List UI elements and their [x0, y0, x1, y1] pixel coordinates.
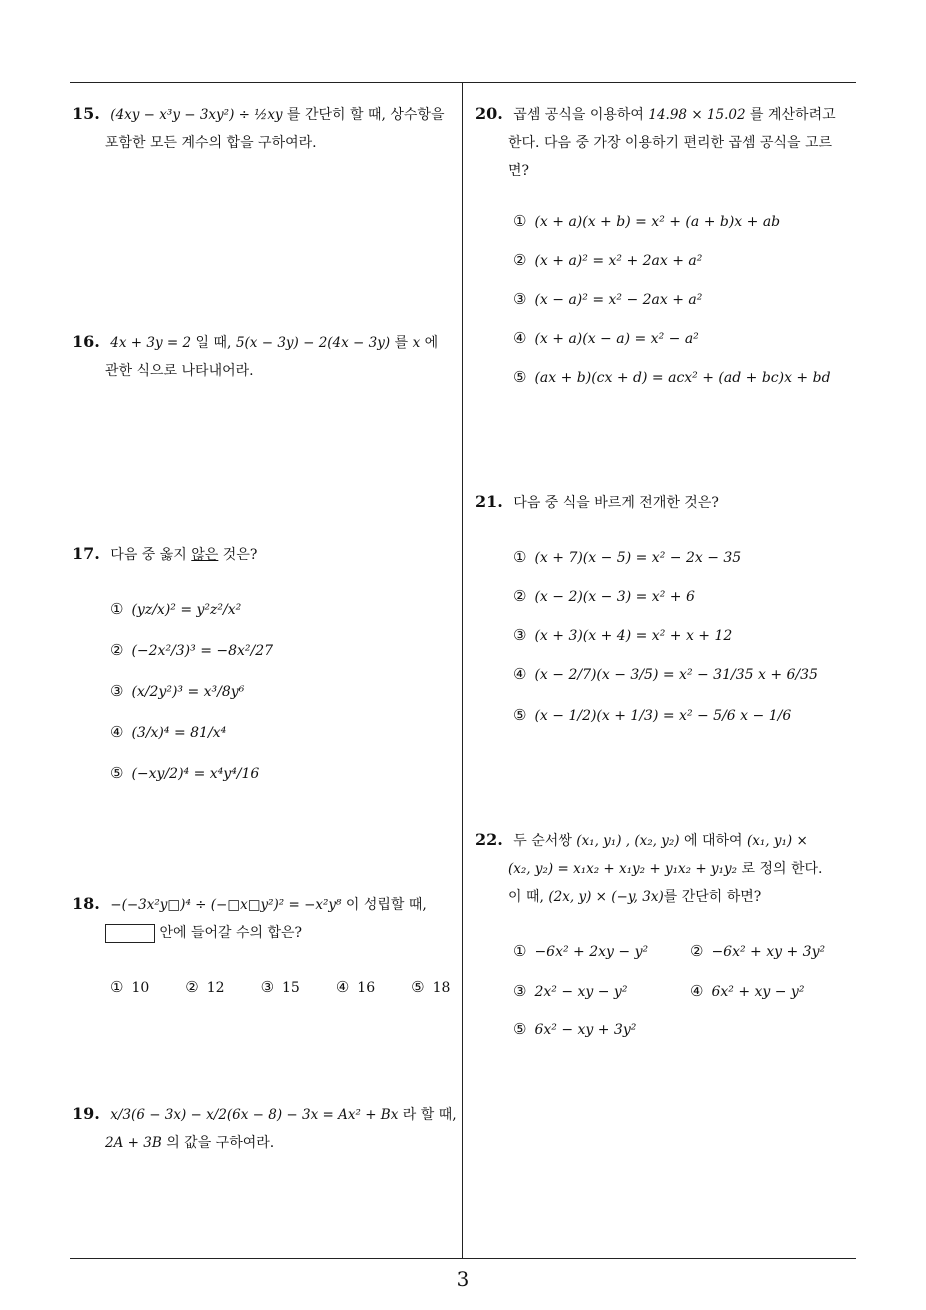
question-text: 에 대하여 [683, 833, 743, 849]
choice-mark: ⑤ [110, 764, 124, 782]
choice-value: 12 [206, 980, 225, 996]
question-17 [72, 540, 457, 569]
choice-value: 10 [131, 980, 150, 996]
question-expression: 14.98 × 15.02 [648, 107, 746, 123]
question-text-underlined: 않은 [191, 547, 219, 563]
choice-2[interactable] [513, 251, 702, 269]
question-text: 포함한 모든 계수의 합을 구하여라. [105, 135, 317, 151]
choice-mark: ① [513, 942, 527, 960]
question-expression: 5(x − 3y) − 2(4x − 3y) [235, 335, 391, 351]
choice-mark: ③ [260, 978, 275, 996]
choice-mark: ⑤ [411, 978, 425, 996]
column-divider [462, 82, 463, 1258]
choice-expression: (x + 7)(x − 5) = x² − 2x − 35 [534, 550, 742, 566]
question-text: 의 값을 구하여라. [166, 1135, 275, 1151]
choice-expression: (yz/x)² = y²z²/x² [131, 602, 242, 618]
question-text: 를 간단히 할 때, 상수항을 [287, 107, 445, 123]
question-text: 이 성립할 때, [345, 897, 427, 913]
choice-4[interactable] [336, 978, 375, 996]
question-expression: x/3(6 − 3x) − x/2(6x − 8) − 3x = Ax² + Bx [110, 1107, 399, 1123]
choice-5[interactable] [110, 764, 259, 782]
choice-mark: ④ [335, 978, 350, 996]
choice-3[interactable] [513, 626, 732, 644]
choice-expression: (ax + b)(cx + d) = acx² + (ad + bc)x + bd [534, 370, 831, 386]
question-number: 16. [72, 332, 100, 351]
choice-2[interactable] [690, 942, 825, 960]
choice-expression: 2x² − xy − y² [534, 984, 628, 1000]
choice-mark: ① [513, 548, 527, 566]
question-text: 다음 중 식을 바르게 전개한 것은? [513, 495, 719, 511]
question-number: 15. [72, 104, 100, 123]
question-text: 면? [508, 163, 530, 179]
choice-3[interactable] [261, 978, 300, 996]
choice-1[interactable] [513, 548, 741, 566]
question-text: 두 순서쌍 [513, 833, 572, 849]
question-number: 21. [475, 492, 503, 511]
choice-mark: ⑤ [513, 368, 527, 386]
choice-expression: (x/2y²)³ = x³/8y⁶ [131, 684, 245, 700]
question-19 [72, 1100, 457, 1157]
question-text: 안에 들어갈 수의 합은? [159, 925, 303, 941]
question-number: 19. [72, 1104, 100, 1123]
choice-mark: ④ [513, 665, 527, 683]
question-expression: (4xy − x³y − 3xy²) ÷ ½xy [110, 107, 283, 123]
choices-row [110, 978, 486, 996]
question-expression: 4x + 3y = 2 [110, 335, 192, 351]
choice-expression: (x + a)(x − a) = x² − a² [534, 331, 699, 347]
choice-1[interactable] [110, 978, 149, 996]
question-number: 17. [72, 544, 100, 563]
question-expression: −(−3x²y□)⁴ ÷ (−□x□y²)² = −x²y⁸ [110, 897, 342, 913]
choice-expression: (x − 2)(x − 3) = x² + 6 [534, 589, 695, 605]
page-number: 3 [456, 1267, 470, 1291]
question-text: 를 [394, 335, 409, 351]
choice-mark: ① [513, 212, 527, 230]
question-text: 라 할 때, [402, 1107, 457, 1123]
answer-box [105, 924, 155, 943]
choice-expression: −6x² + 2xy − y² [534, 944, 649, 960]
question-expression: (2x, y) × (−y, 3x) [548, 889, 664, 905]
choice-mark: ⑤ [513, 706, 527, 724]
choice-5[interactable] [513, 1020, 636, 1038]
choice-mark: ② [513, 251, 527, 269]
choice-mark: ③ [513, 982, 527, 1000]
choice-value: 18 [432, 980, 451, 996]
choice-expression: 6x² − xy + 3y² [534, 1022, 637, 1038]
choice-4[interactable] [690, 982, 804, 1000]
choice-expression: (−2x²/3)³ = −8x²/27 [131, 643, 274, 659]
choice-mark: ① [110, 978, 124, 996]
question-21 [475, 488, 860, 517]
choice-expression: (x + a)(x + b) = x² + (a + b)x + ab [534, 214, 781, 230]
choice-2[interactable] [110, 641, 273, 659]
choice-mark: ④ [690, 982, 704, 1000]
question-text: 관한 식으로 나타내어라. [105, 363, 254, 379]
choice-value: 16 [357, 980, 376, 996]
question-text: 곱셈 공식을 이용하여 [513, 107, 644, 123]
choice-mark: ③ [513, 290, 527, 308]
question-number: 20. [475, 104, 503, 123]
choice-mark: ② [513, 587, 527, 605]
question-text: 일 때, [195, 335, 232, 351]
choice-1[interactable] [513, 212, 780, 230]
question-number: 22. [475, 830, 503, 849]
choice-mark: ③ [110, 682, 124, 700]
choice-mark: ② [185, 978, 199, 996]
choice-3[interactable] [513, 290, 702, 308]
choice-expression: (3/x)⁴ = 81/x⁴ [131, 725, 227, 741]
question-text: 를 간단히 하면? [663, 889, 762, 905]
choice-mark: ② [110, 641, 124, 659]
question-variable: x [412, 335, 421, 351]
choice-mark: ④ [513, 329, 527, 347]
question-text: 것은? [218, 547, 258, 563]
question-number: 18. [72, 894, 100, 913]
choice-5[interactable] [411, 978, 450, 996]
choice-value: 15 [282, 980, 300, 996]
choice-expression: (x + 3)(x + 4) = x² + x + 12 [534, 628, 733, 644]
question-expression: (x₁, y₁) , (x₂, y₂) [576, 833, 680, 849]
choice-3[interactable] [110, 682, 244, 700]
choice-2[interactable] [513, 587, 695, 605]
choice-2[interactable] [185, 978, 224, 996]
question-15 [72, 100, 457, 157]
choice-5[interactable] [513, 706, 791, 724]
question-text: 로 정의 한다. [741, 861, 823, 877]
question-expression: (x₂, y₂) = x₁x₂ + x₁y₂ + y₁x₂ + y₁y₂ [508, 861, 738, 877]
question-text: 다음 중 [110, 547, 160, 563]
choice-expression: 6x² + xy − y² [711, 984, 805, 1000]
choice-4[interactable] [513, 329, 699, 347]
choice-expression: (x + a)² = x² + 2ax + a² [534, 253, 703, 269]
choice-mark: ③ [513, 626, 527, 644]
question-16 [72, 328, 457, 385]
choice-expression: (x − a)² = x² − 2ax + a² [534, 292, 703, 308]
question-text: 한다. 다음 중 가장 이용하기 편리한 곱셈 공식을 고르 [508, 135, 833, 151]
bottom-rule [70, 1258, 856, 1259]
question-18 [72, 890, 457, 947]
choice-5[interactable] [513, 368, 831, 386]
choice-expression: (x − 1/2)(x + 1/3) = x² − 5/6 x − 1/6 [534, 708, 792, 724]
question-text: 에 [424, 335, 439, 351]
choice-3[interactable] [513, 982, 627, 1000]
question-text: 이 때, [508, 889, 544, 905]
choice-1[interactable] [513, 942, 648, 960]
question-20 [475, 100, 860, 185]
choice-mark: ⑤ [513, 1020, 527, 1038]
question-text: 를 계산하려고 [750, 107, 836, 123]
choice-4[interactable] [513, 665, 818, 683]
question-text: 옳지 [159, 547, 192, 563]
question-expression: (x₁, y₁) × [746, 833, 808, 849]
top-rule [70, 82, 856, 83]
choice-mark: ② [690, 942, 704, 960]
question-expression: 2A + 3B [105, 1135, 162, 1151]
choice-1[interactable] [110, 600, 241, 618]
question-22 [475, 826, 860, 911]
choice-expression: (−xy/2)⁴ = x⁴y⁴/16 [131, 766, 260, 782]
choice-expression: (x − 2/7)(x − 3/5) = x² − 31/35 x + 6/35 [534, 667, 818, 683]
choice-mark: ④ [110, 723, 124, 741]
choice-mark: ① [110, 600, 124, 618]
choice-4[interactable] [110, 723, 226, 741]
choice-expression: −6x² + xy + 3y² [711, 944, 826, 960]
